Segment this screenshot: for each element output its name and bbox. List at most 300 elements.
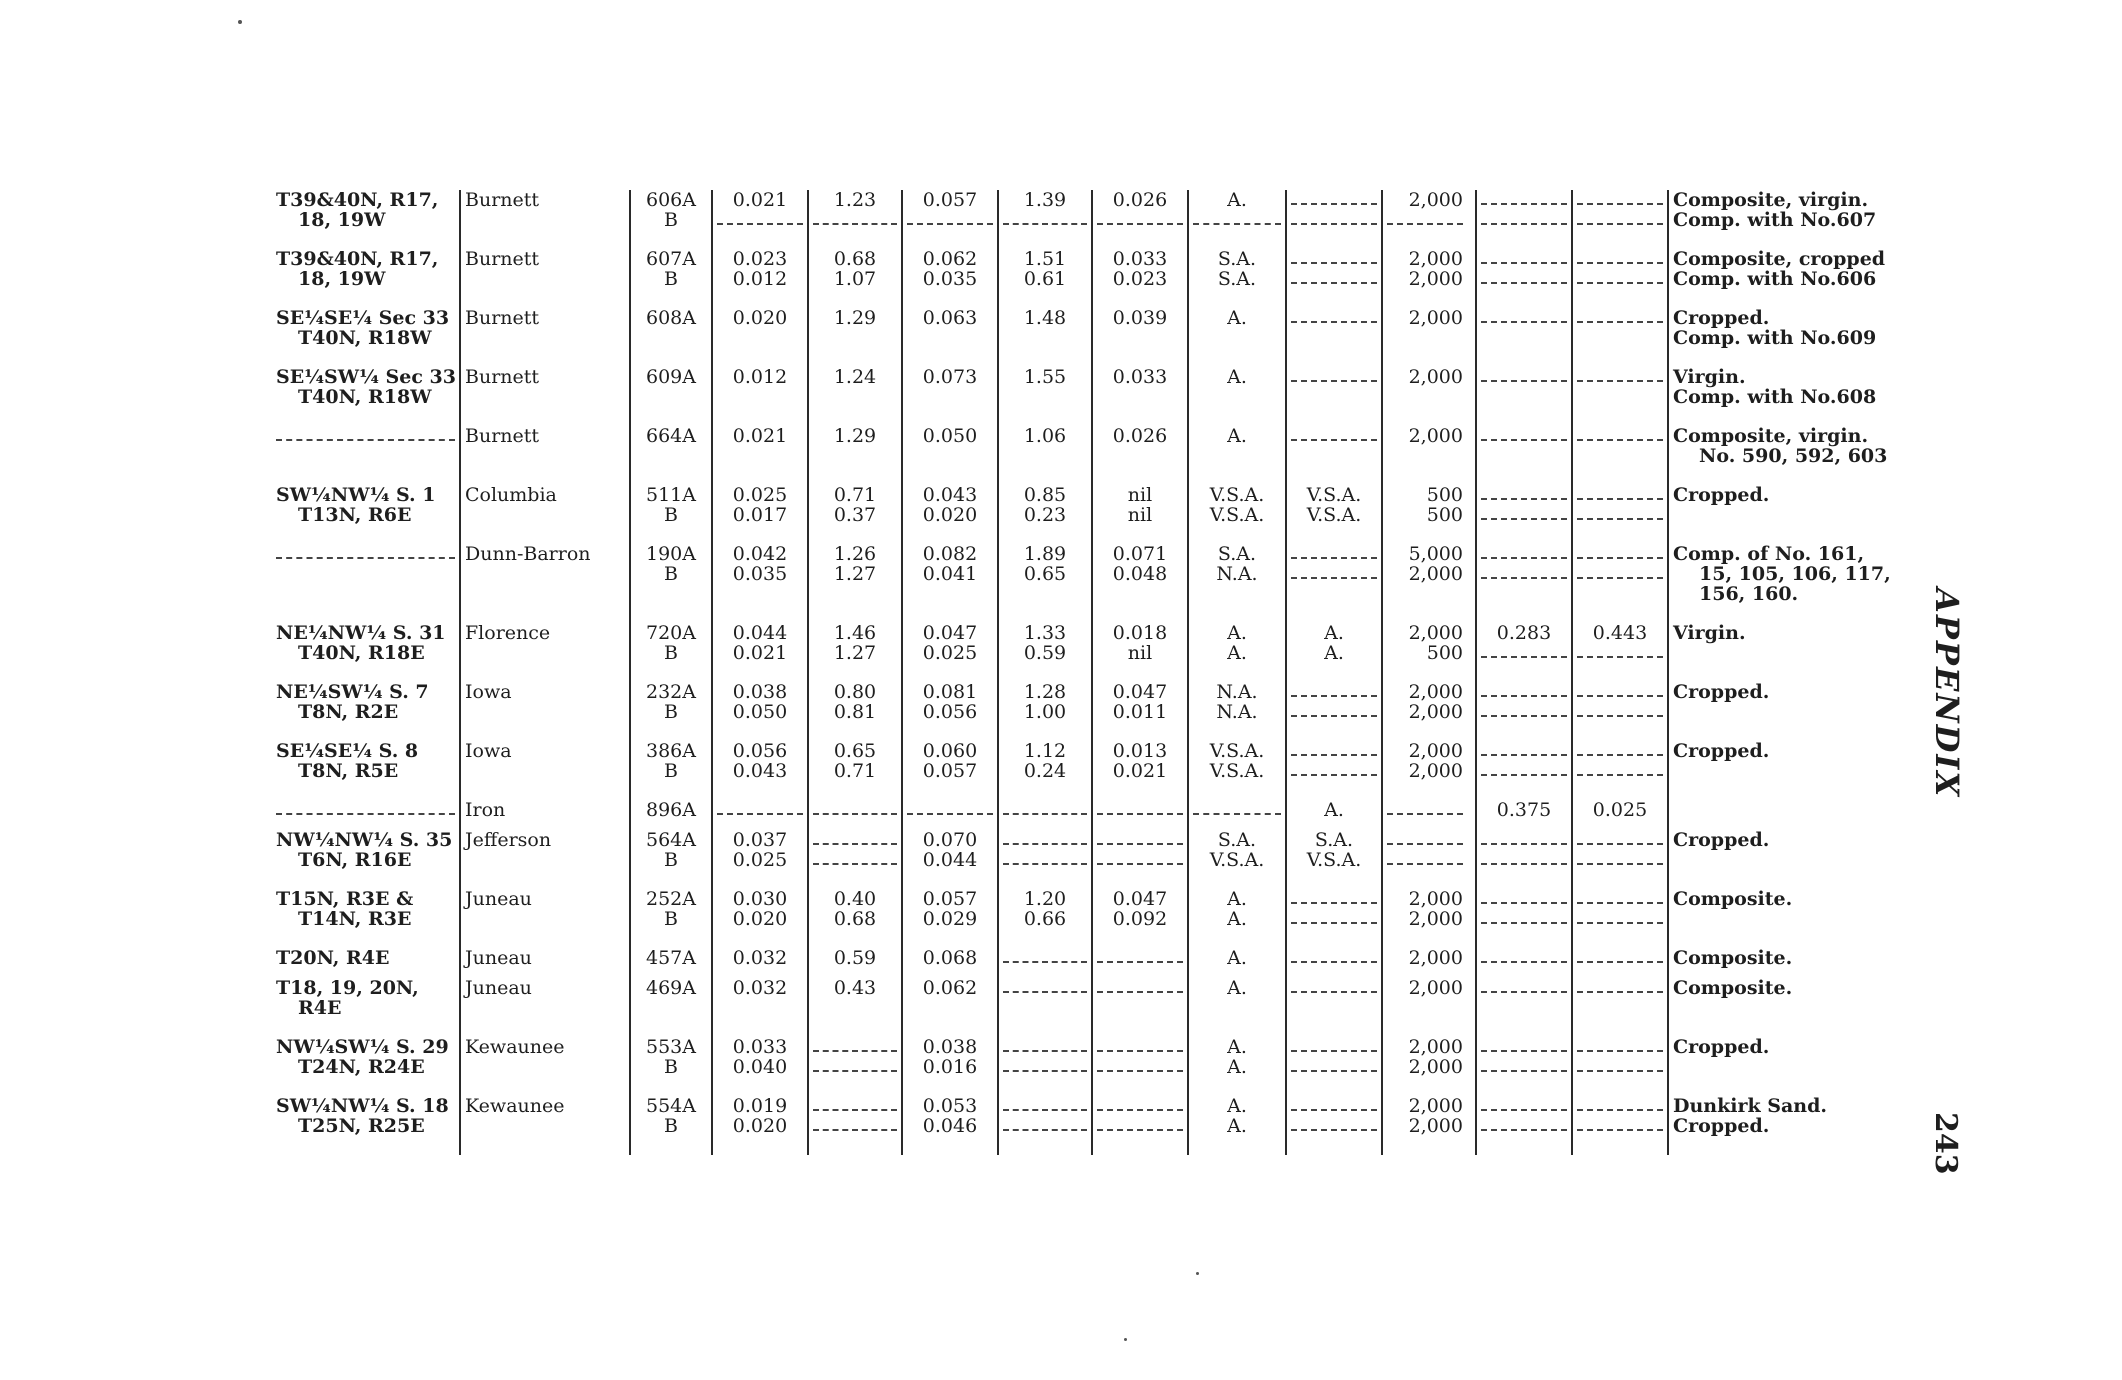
leader-dash bbox=[1291, 1096, 1377, 1116]
cell-loc bbox=[272, 426, 460, 485]
county-name: Burnett bbox=[465, 367, 540, 388]
value-line: 0.23 bbox=[1023, 504, 1067, 526]
cell-amt bbox=[1382, 1037, 1476, 1096]
table-row bbox=[272, 978, 1932, 1037]
value-line: 0.020 bbox=[732, 908, 788, 930]
cell-r1 bbox=[1188, 682, 1286, 741]
location-line: SW¼NW¼ S. 18 bbox=[276, 1096, 449, 1117]
value-line: A. bbox=[1227, 426, 1247, 447]
value-line: 1.39 bbox=[1023, 190, 1067, 211]
value-line: 1.29 bbox=[833, 426, 877, 447]
cell-r2 bbox=[1286, 308, 1382, 367]
value-line: V.S.A. bbox=[1306, 849, 1362, 871]
cell-v2 bbox=[808, 800, 902, 830]
remark-line: Comp. with No.606 bbox=[1673, 268, 1877, 290]
value-line: A. bbox=[1227, 948, 1247, 969]
location-line: SW¼NW¼ S. 1 bbox=[276, 485, 436, 506]
value-line: 0.062 bbox=[922, 249, 978, 270]
cell-sample bbox=[630, 308, 712, 367]
leader-dash bbox=[1577, 978, 1663, 998]
leader-dash bbox=[1481, 830, 1567, 850]
value-line: 0.018 bbox=[1112, 623, 1168, 644]
leader-dash bbox=[1003, 210, 1087, 230]
value-line: 0.40 bbox=[833, 889, 877, 910]
table-row bbox=[272, 682, 1932, 741]
value-line: 511A bbox=[646, 485, 696, 506]
value-line: 1.23 bbox=[833, 190, 877, 211]
cell-v1 bbox=[712, 485, 808, 544]
table-row bbox=[272, 623, 1932, 682]
location-line: T40N, R18E bbox=[298, 642, 425, 664]
county-name: Kewaunee bbox=[465, 1037, 565, 1058]
cell-loc bbox=[272, 249, 460, 308]
leader-dash bbox=[813, 1116, 897, 1136]
remark-line: Dunkirk Sand. bbox=[1673, 1096, 1828, 1117]
print-speck bbox=[1196, 1272, 1199, 1275]
cell-amt bbox=[1382, 367, 1476, 426]
cell-sample bbox=[630, 249, 712, 308]
value-line: 190A bbox=[646, 544, 696, 565]
leader-dash bbox=[1097, 210, 1183, 230]
county-name: Iron bbox=[465, 800, 506, 821]
leader-dash bbox=[1577, 505, 1663, 525]
cell-r1 bbox=[1188, 948, 1286, 978]
value-line: 0.013 bbox=[1112, 741, 1168, 762]
leader-dash bbox=[1577, 564, 1663, 584]
cell-sample bbox=[630, 1096, 712, 1155]
leader-dash bbox=[1577, 909, 1663, 929]
cell-v4 bbox=[998, 800, 1092, 830]
county-name: Burnett bbox=[465, 249, 540, 270]
cell-rem bbox=[1668, 741, 1932, 800]
leader-dash bbox=[1577, 308, 1663, 328]
remark-line: Cropped. bbox=[1673, 308, 1770, 329]
value-line: A. bbox=[1227, 978, 1247, 999]
value-line: 1.27 bbox=[833, 642, 877, 664]
value-line: 1.89 bbox=[1023, 544, 1067, 565]
location-line: T20N, R4E bbox=[276, 948, 390, 969]
cell-r2 bbox=[1286, 948, 1382, 978]
cell-v5 bbox=[1092, 948, 1188, 978]
cell-r1 bbox=[1188, 1037, 1286, 1096]
leader-dash bbox=[1291, 889, 1377, 909]
cell-v2 bbox=[808, 308, 902, 367]
value-line: A. bbox=[1227, 642, 1247, 664]
leader-dash bbox=[1577, 889, 1663, 909]
cell-v4 bbox=[998, 308, 1092, 367]
leader-dash bbox=[1291, 1037, 1377, 1057]
leader-dash bbox=[813, 210, 897, 230]
location-line: T25N, R25E bbox=[298, 1115, 425, 1137]
value-line: 1.06 bbox=[1023, 426, 1067, 447]
value-line: 720A bbox=[646, 623, 696, 644]
value-line: 2,000 bbox=[1408, 426, 1463, 447]
location-line: SE¼SE¼ Sec 33 bbox=[276, 308, 450, 329]
leader-dash bbox=[1291, 1116, 1377, 1136]
cell-loc bbox=[272, 190, 460, 249]
value-line: 0.047 bbox=[1112, 889, 1168, 910]
leader-dash bbox=[276, 800, 455, 820]
remark-line: Composite. bbox=[1673, 889, 1793, 910]
cell-amt bbox=[1382, 190, 1476, 249]
cell-v2 bbox=[808, 485, 902, 544]
leader-dash bbox=[1481, 426, 1567, 446]
cell-rem bbox=[1668, 485, 1932, 544]
leader-dash bbox=[907, 210, 993, 230]
leader-dash bbox=[1291, 269, 1377, 289]
value-line: 0.026 bbox=[1112, 190, 1168, 211]
value-line: 0.073 bbox=[922, 367, 978, 388]
leader-dash bbox=[1387, 830, 1463, 850]
value-line: 0.012 bbox=[732, 268, 788, 290]
remark-line: 156, 160. bbox=[1699, 583, 1799, 605]
leader-dash bbox=[1003, 800, 1087, 820]
cell-county bbox=[460, 249, 630, 308]
value-line: 0.021 bbox=[732, 190, 788, 211]
leader-dash bbox=[1481, 485, 1567, 505]
value-line: 0.017 bbox=[732, 504, 788, 526]
value-line: 0.033 bbox=[1112, 249, 1168, 270]
cell-amt bbox=[1382, 741, 1476, 800]
cell-v7 bbox=[1572, 830, 1668, 889]
cell-v5 bbox=[1092, 978, 1188, 1037]
value-line: 0.020 bbox=[732, 1115, 788, 1137]
cell-v2 bbox=[808, 948, 902, 978]
value-line: 0.021 bbox=[732, 642, 788, 664]
cell-amt bbox=[1382, 544, 1476, 623]
leader-dash bbox=[1481, 978, 1567, 998]
cell-county bbox=[460, 889, 630, 948]
cell-loc bbox=[272, 948, 460, 978]
value-line: 0.032 bbox=[732, 978, 788, 999]
cell-loc bbox=[272, 741, 460, 800]
cell-v5 bbox=[1092, 485, 1188, 544]
cell-r2 bbox=[1286, 544, 1382, 623]
cell-rem bbox=[1668, 1096, 1932, 1155]
leader-dash bbox=[1481, 269, 1567, 289]
value-line: 2,000 bbox=[1408, 948, 1463, 969]
cell-rem bbox=[1668, 308, 1932, 367]
value-line: 1.29 bbox=[833, 308, 877, 329]
value-line: 0.24 bbox=[1023, 760, 1067, 782]
cell-sample bbox=[630, 741, 712, 800]
value-line: 0.025 bbox=[1592, 800, 1648, 821]
value-line: 0.019 bbox=[732, 1096, 788, 1117]
value-line: 0.025 bbox=[732, 849, 788, 871]
leader-dash bbox=[1481, 564, 1567, 584]
cell-v6 bbox=[1476, 948, 1572, 978]
cell-v2 bbox=[808, 889, 902, 948]
cell-r1 bbox=[1188, 800, 1286, 830]
cell-amt bbox=[1382, 1096, 1476, 1155]
value-line: 0.044 bbox=[732, 623, 788, 644]
value-line: 2,000 bbox=[1408, 563, 1463, 585]
cell-loc bbox=[272, 830, 460, 889]
cell-v5 bbox=[1092, 682, 1188, 741]
leader-dash bbox=[1097, 1057, 1183, 1077]
value-line: 0.71 bbox=[833, 485, 877, 506]
cell-v3 bbox=[902, 741, 998, 800]
cell-r1 bbox=[1188, 308, 1286, 367]
value-line: 0.59 bbox=[1023, 642, 1067, 664]
cell-sample bbox=[630, 485, 712, 544]
value-line: 0.082 bbox=[922, 544, 978, 565]
leader-dash bbox=[717, 210, 803, 230]
leader-dash bbox=[1097, 1116, 1183, 1136]
cell-rem bbox=[1668, 948, 1932, 978]
leader-dash bbox=[1291, 741, 1377, 761]
leader-dash bbox=[1481, 761, 1567, 781]
leader-dash bbox=[1097, 1037, 1183, 1057]
leader-dash bbox=[1003, 978, 1087, 998]
leader-dash bbox=[1291, 909, 1377, 929]
value-line: 0.062 bbox=[922, 978, 978, 999]
print-speck bbox=[238, 20, 242, 24]
leader-dash bbox=[1577, 426, 1663, 446]
cell-v6 bbox=[1476, 485, 1572, 544]
cell-v2 bbox=[808, 1096, 902, 1155]
leader-dash bbox=[1577, 367, 1663, 387]
value-line: 0.43 bbox=[833, 978, 877, 999]
cell-amt bbox=[1382, 249, 1476, 308]
table-row bbox=[272, 889, 1932, 948]
cell-r2 bbox=[1286, 426, 1382, 485]
cell-v2 bbox=[808, 544, 902, 623]
leader-dash bbox=[907, 800, 993, 820]
leader-dash bbox=[1577, 485, 1663, 505]
cell-loc bbox=[272, 367, 460, 426]
cell-v7 bbox=[1572, 485, 1668, 544]
cell-v5 bbox=[1092, 623, 1188, 682]
value-line: 469A bbox=[646, 978, 696, 999]
cell-v7 bbox=[1572, 741, 1668, 800]
value-line: 2,000 bbox=[1408, 1096, 1463, 1117]
leader-dash bbox=[1291, 978, 1377, 998]
cell-v7 bbox=[1572, 249, 1668, 308]
leader-dash bbox=[1003, 948, 1087, 968]
value-line: 0.042 bbox=[732, 544, 788, 565]
table-row bbox=[272, 249, 1932, 308]
cell-v6 bbox=[1476, 741, 1572, 800]
cell-sample bbox=[630, 889, 712, 948]
table-row bbox=[272, 830, 1932, 889]
cell-v4 bbox=[998, 830, 1092, 889]
value-line: 0.025 bbox=[732, 485, 788, 506]
location-line: T39&40N, R17, bbox=[276, 190, 439, 211]
cell-v4 bbox=[998, 978, 1092, 1037]
leader-dash bbox=[1097, 948, 1183, 968]
cell-county bbox=[460, 682, 630, 741]
cell-rem bbox=[1668, 1037, 1932, 1096]
value-line: 0.37 bbox=[833, 504, 877, 526]
cell-v3 bbox=[902, 190, 998, 249]
value-line: V.S.A. bbox=[1209, 849, 1265, 871]
value-line: V.S.A. bbox=[1209, 760, 1265, 782]
leader-dash bbox=[717, 800, 803, 820]
county-name: Burnett bbox=[465, 308, 540, 329]
remark-line: Comp. with No.607 bbox=[1673, 209, 1877, 231]
cell-v3 bbox=[902, 830, 998, 889]
table-row bbox=[272, 948, 1932, 978]
cell-v1 bbox=[712, 889, 808, 948]
value-line: A. bbox=[1227, 1056, 1247, 1078]
cell-loc bbox=[272, 1037, 460, 1096]
value-line: 500 bbox=[1426, 642, 1463, 664]
remark-line: Cropped. bbox=[1673, 830, 1770, 851]
cell-v4 bbox=[998, 1096, 1092, 1155]
cell-r2 bbox=[1286, 978, 1382, 1037]
value-line: B bbox=[664, 760, 678, 782]
cell-v7 bbox=[1572, 1037, 1668, 1096]
table-row bbox=[272, 1096, 1932, 1155]
cell-rem bbox=[1668, 623, 1932, 682]
location-line: T6N, R16E bbox=[298, 849, 412, 871]
value-line: 1.26 bbox=[833, 544, 877, 565]
leader-dash bbox=[1577, 761, 1663, 781]
location-line: T8N, R5E bbox=[298, 760, 399, 782]
cell-v1 bbox=[712, 308, 808, 367]
cell-v7 bbox=[1572, 367, 1668, 426]
cell-v5 bbox=[1092, 308, 1188, 367]
value-line: 2,000 bbox=[1408, 249, 1463, 270]
cell-amt bbox=[1382, 426, 1476, 485]
cell-v2 bbox=[808, 978, 902, 1037]
value-line: 0.041 bbox=[922, 563, 978, 585]
location-line: T8N, R2E bbox=[298, 701, 399, 723]
cell-v5 bbox=[1092, 544, 1188, 623]
leader-dash bbox=[1193, 210, 1281, 230]
value-line: V.S.A. bbox=[1209, 741, 1265, 762]
value-line: 1.48 bbox=[1023, 308, 1067, 329]
table-row bbox=[272, 308, 1932, 367]
leader-dash bbox=[1577, 702, 1663, 722]
value-line: 2,000 bbox=[1408, 268, 1463, 290]
leader-dash bbox=[1481, 948, 1567, 968]
value-line: 0.070 bbox=[922, 830, 978, 851]
value-line: 0.85 bbox=[1023, 485, 1067, 506]
remark-line: No. 590, 592, 603 bbox=[1699, 445, 1888, 467]
cell-r1 bbox=[1188, 190, 1286, 249]
value-line: 1.20 bbox=[1023, 889, 1067, 910]
cell-v5 bbox=[1092, 249, 1188, 308]
cell-loc bbox=[272, 889, 460, 948]
leader-dash bbox=[1387, 210, 1463, 230]
remark-line: Virgin. bbox=[1673, 367, 1746, 388]
cell-sample bbox=[630, 682, 712, 741]
county-name: Juneau bbox=[465, 889, 532, 910]
cell-r2 bbox=[1286, 682, 1382, 741]
cell-v4 bbox=[998, 741, 1092, 800]
cell-r1 bbox=[1188, 623, 1286, 682]
cell-v3 bbox=[902, 1037, 998, 1096]
county-name: Dunn-Barron bbox=[465, 544, 591, 565]
cell-r1 bbox=[1188, 367, 1286, 426]
leader-dash bbox=[1291, 308, 1377, 328]
cell-v6 bbox=[1476, 889, 1572, 948]
value-line: 0.443 bbox=[1592, 623, 1648, 644]
cell-v6 bbox=[1476, 367, 1572, 426]
remark-line: Comp. of No. 161, bbox=[1673, 544, 1865, 565]
cell-rem bbox=[1668, 682, 1932, 741]
cell-amt bbox=[1382, 682, 1476, 741]
cell-loc bbox=[272, 978, 460, 1037]
leader-dash bbox=[1481, 702, 1567, 722]
value-line: 500 bbox=[1426, 504, 1463, 526]
value-line: 0.068 bbox=[922, 948, 978, 969]
county-name: Kewaunee bbox=[465, 1096, 565, 1117]
value-line: nil bbox=[1127, 485, 1153, 506]
leader-dash bbox=[1291, 702, 1377, 722]
leader-dash bbox=[813, 850, 897, 870]
remark-line: Cropped. bbox=[1673, 682, 1770, 703]
cell-rem bbox=[1668, 800, 1932, 830]
cell-loc bbox=[272, 800, 460, 830]
value-line: 0.057 bbox=[922, 760, 978, 782]
leader-dash bbox=[1291, 1057, 1377, 1077]
leader-dash bbox=[1577, 1116, 1663, 1136]
value-line: 1.07 bbox=[833, 268, 877, 290]
leader-dash bbox=[1481, 1037, 1567, 1057]
leader-dash bbox=[1481, 249, 1567, 269]
soil-analysis-table bbox=[272, 190, 1932, 1155]
value-line: 0.283 bbox=[1496, 623, 1552, 644]
value-line: 0.043 bbox=[732, 760, 788, 782]
cell-v3 bbox=[902, 1096, 998, 1155]
leader-dash bbox=[1003, 830, 1087, 850]
value-line: 0.037 bbox=[732, 830, 788, 851]
cell-r1 bbox=[1188, 249, 1286, 308]
leader-dash bbox=[1481, 1057, 1567, 1077]
value-line: 0.032 bbox=[732, 948, 788, 969]
value-line: 896A bbox=[646, 800, 696, 821]
value-line: 609A bbox=[646, 367, 696, 388]
leader-dash bbox=[1577, 1037, 1663, 1057]
cell-v6 bbox=[1476, 426, 1572, 485]
value-line: 0.375 bbox=[1496, 800, 1552, 821]
leader-dash bbox=[1003, 1096, 1087, 1116]
value-line: 457A bbox=[646, 948, 696, 969]
value-line: 0.071 bbox=[1112, 544, 1168, 565]
cell-rem bbox=[1668, 190, 1932, 249]
cell-rem bbox=[1668, 978, 1932, 1037]
value-line: 0.044 bbox=[922, 849, 978, 871]
value-line: S.A. bbox=[1217, 830, 1257, 851]
cell-county bbox=[460, 426, 630, 485]
location-line: NW¼NW¼ S. 35 bbox=[276, 830, 453, 851]
cell-county bbox=[460, 485, 630, 544]
cell-r2 bbox=[1286, 249, 1382, 308]
cell-v2 bbox=[808, 1037, 902, 1096]
cell-v7 bbox=[1572, 623, 1668, 682]
table-row bbox=[272, 426, 1932, 485]
cell-sample bbox=[630, 800, 712, 830]
cell-v7 bbox=[1572, 426, 1668, 485]
value-line: B bbox=[664, 1115, 678, 1137]
value-line: 0.68 bbox=[833, 908, 877, 930]
value-line: V.S.A. bbox=[1209, 485, 1265, 506]
table-row bbox=[272, 485, 1932, 544]
value-line: 0.047 bbox=[1112, 682, 1168, 703]
remark-line: Comp. with No.608 bbox=[1673, 386, 1877, 408]
cell-v6 bbox=[1476, 800, 1572, 830]
remark-line: Cropped. bbox=[1673, 741, 1770, 762]
leader-dash bbox=[1481, 741, 1567, 761]
cell-sample bbox=[630, 1037, 712, 1096]
leader-dash bbox=[1291, 544, 1377, 564]
leader-dash bbox=[1097, 1096, 1183, 1116]
remark-line: Composite. bbox=[1673, 948, 1793, 969]
leader-dash bbox=[1291, 190, 1377, 210]
